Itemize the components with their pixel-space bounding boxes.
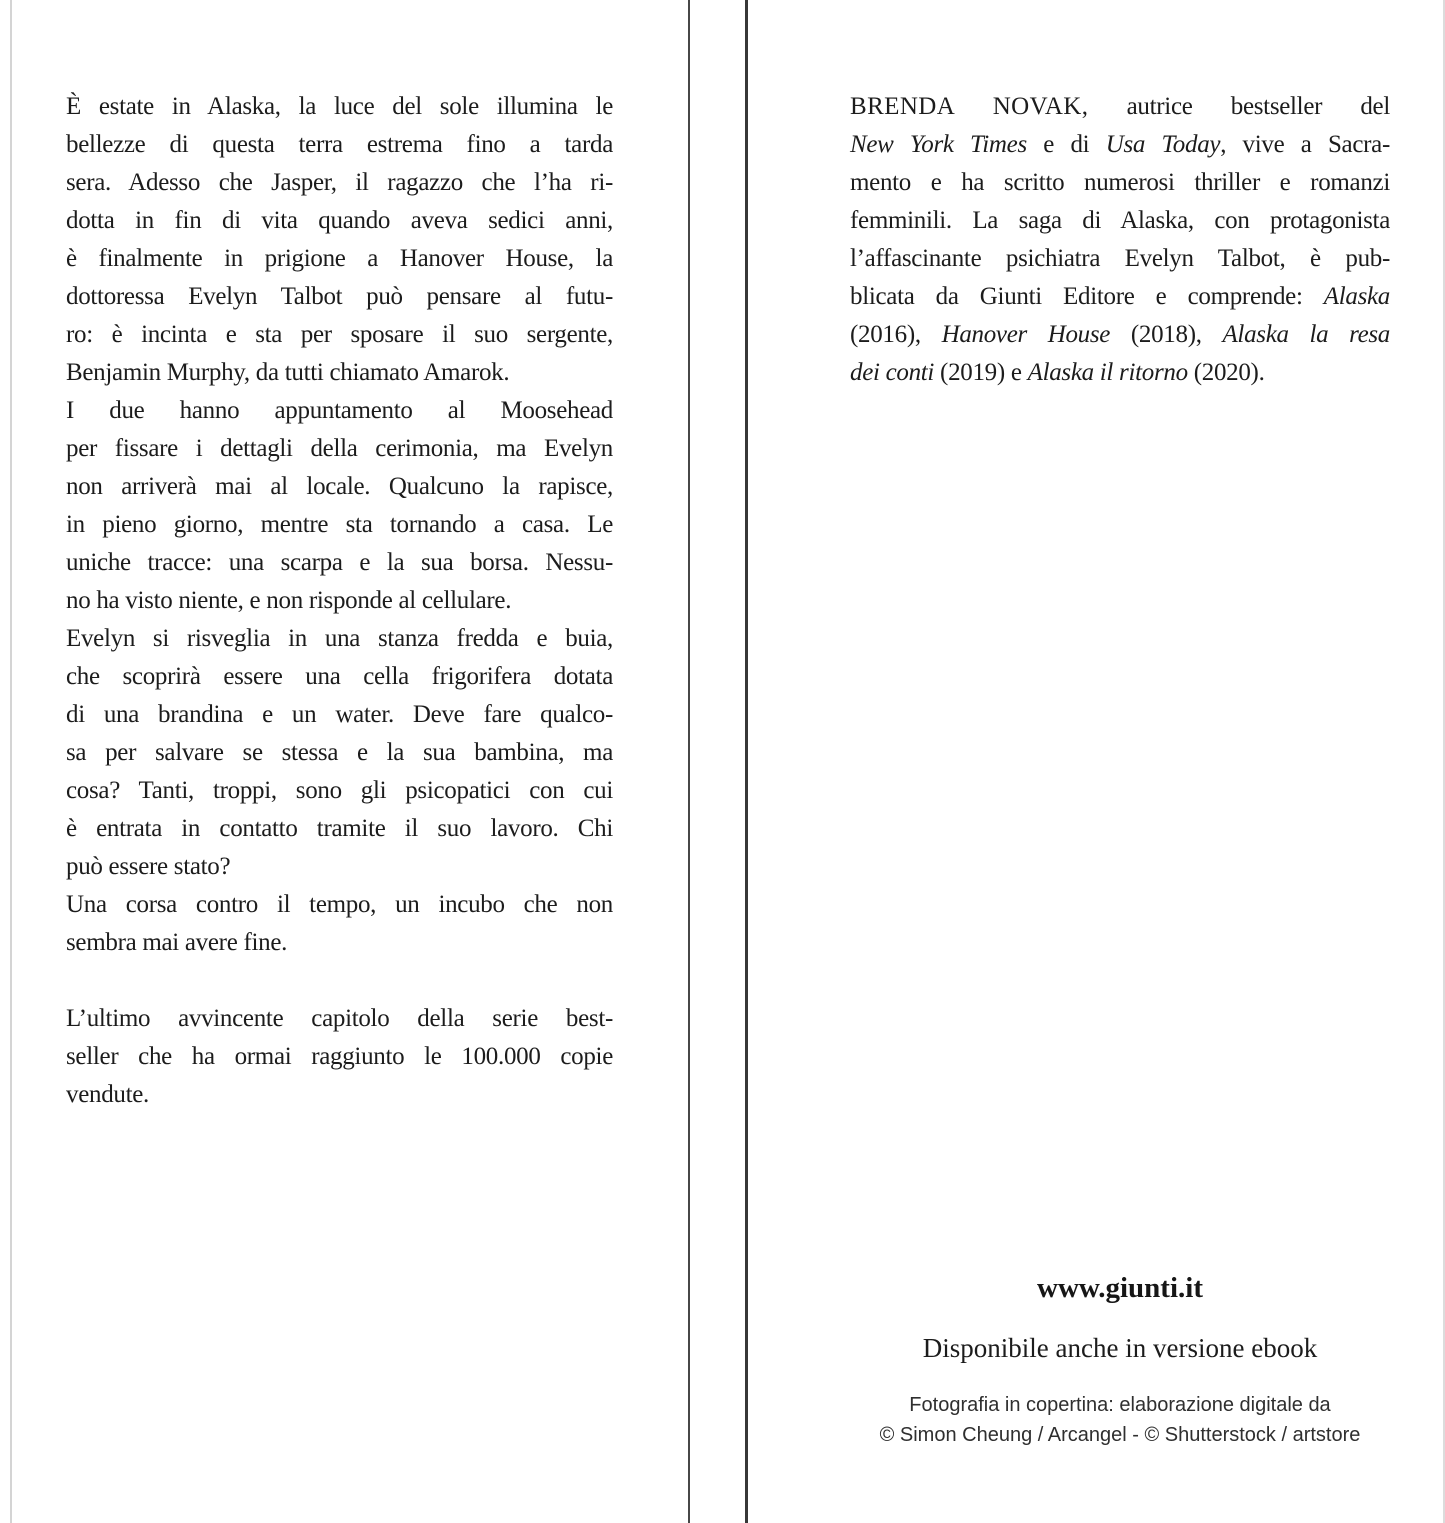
text-segment: Alaska la resa: [1222, 321, 1390, 348]
text-line: [66, 316, 613, 354]
text-segment: autrice bestseller del: [1088, 93, 1391, 120]
text-segment: in pieno giorno, mentre sta tornando a casa. Le: [66, 511, 613, 538]
text-segment: dei conti: [850, 359, 935, 386]
text-line: [66, 1076, 613, 1114]
text-line: [850, 88, 1390, 126]
text-segment: è finalmente in prigione a Hanover House, la: [66, 245, 613, 272]
text-segment: blicata da Giunti Editore e comprende:: [850, 283, 1324, 310]
text-line: [66, 620, 613, 658]
publisher-website: www.giunti.it: [1037, 1272, 1203, 1304]
text-line: [66, 1000, 613, 1038]
text-line: [66, 734, 613, 772]
text-line: [850, 240, 1390, 278]
text-line: [66, 278, 613, 316]
text-line: [850, 316, 1390, 354]
text-segment: (2019) e: [934, 359, 1028, 386]
text-segment: (2016),: [850, 321, 942, 348]
text-line: [66, 506, 613, 544]
ebook-availability-note: Disponibile anche in versione ebook: [922, 1333, 1318, 1363]
text-segment: È estate in Alaska, la luce del sole illumina le: [66, 93, 613, 120]
text-line: [66, 430, 613, 468]
synopsis-text: [66, 88, 613, 1114]
text-segment: cosa? Tanti, troppi, sono gli psicopatici con cui: [66, 777, 613, 804]
text-line: [66, 886, 613, 924]
text-line: [66, 88, 613, 126]
text-segment: sa per salvare se stessa e la sua bambina, ma: [66, 739, 613, 766]
text-segment: dotta in fin di vita quando aveva sedici anni,: [66, 207, 613, 234]
text-segment: Alaska il ritorno: [1027, 359, 1188, 386]
text-line: [66, 544, 613, 582]
text-line: [66, 848, 613, 886]
text-segment: di una brandina e un water. Deve fare qualco-: [66, 701, 613, 728]
text-line: [66, 240, 613, 278]
text-segment: uniche tracce: una scarpa e la sua borsa. Nessu-: [66, 549, 613, 576]
text-line: [850, 278, 1390, 316]
text-line: [850, 126, 1390, 164]
photo-credit-line-1: Fotografia in copertina: elaborazione digitale da: [909, 1394, 1331, 1416]
paragraph: [66, 88, 613, 392]
text-line: [66, 126, 613, 164]
text-line: [66, 658, 613, 696]
text-line: [66, 468, 613, 506]
fold-line-left-inner: [688, 0, 690, 1523]
text-line: [66, 202, 613, 240]
text-segment: femminili. La saga di Alaska, con protagonista: [850, 207, 1390, 234]
text-line: [66, 696, 613, 734]
text-line: [66, 772, 613, 810]
text-segment: Usa Today: [1105, 131, 1221, 158]
text-segment: l’affascinante psichiatra Evelyn Talbot, è pub-: [850, 245, 1390, 272]
text-segment: che scoprirà essere una cella frigorifera dotata: [66, 663, 613, 690]
text-segment: sera. Adesso che Jasper, il ragazzo che l’ha ri-: [66, 169, 613, 196]
paragraph: [66, 620, 613, 886]
text-line: [66, 354, 613, 392]
text-segment: Una corsa contro il tempo, un incubo che non: [66, 891, 613, 918]
text-segment: (2018),: [1110, 321, 1223, 348]
paragraph: [66, 886, 613, 962]
text-segment: ro: è incinta e sta per sposare il suo sergente,: [66, 321, 613, 348]
text-segment: no ha visto niente, e non risponde al cellulare.: [66, 587, 512, 614]
text-segment: (2020).: [1187, 359, 1265, 386]
text-line: [850, 202, 1390, 240]
author-name: BRENDA NOVAK,: [850, 93, 1089, 120]
text-line: [66, 582, 613, 620]
text-segment: seller che ha ormai raggiunto le 100.000 copie: [66, 1043, 613, 1070]
text-segment: e di: [1026, 131, 1106, 158]
text-segment: I due hanno appuntamento al Moosehead: [66, 397, 613, 424]
text-line: [66, 164, 613, 202]
paragraph: [850, 88, 1390, 392]
paragraph: [66, 1000, 613, 1114]
text-segment: non arriverà mai al locale. Qualcuno la rapisce,: [66, 473, 613, 500]
photo-credit-line-2: © Simon Cheung / Arcangel - © Shutterstock / artstore: [879, 1424, 1361, 1446]
text-line: [66, 810, 613, 848]
text-segment: dottoressa Evelyn Talbot può pensare al futu-: [66, 283, 613, 310]
text-segment: Alaska: [1323, 283, 1390, 310]
text-segment: New York Times: [850, 131, 1027, 158]
text-line: [850, 164, 1390, 202]
text-segment: , vive a Sacra-: [1220, 131, 1390, 158]
text-segment: Hanover House: [941, 321, 1111, 348]
text-segment: bellezze di questa terra estrema fino a tarda: [66, 131, 613, 158]
text-segment: Evelyn si risveglia in una stanza fredda e buia,: [66, 625, 613, 652]
text-line: [66, 392, 613, 430]
text-segment: L’ultimo avvincente capitolo della serie best-: [66, 1005, 613, 1032]
text-segment: mento e ha scritto numerosi thriller e romanzi: [850, 169, 1390, 196]
author-bio-text: [850, 88, 1390, 392]
text-line: [66, 924, 613, 962]
text-segment: è entrata in contatto tramite il suo lavoro. Chi: [66, 815, 613, 842]
paragraph: [66, 392, 613, 620]
text-segment: Benjamin Murphy, da tutti chiamato Amarok.: [66, 359, 510, 386]
text-line: [66, 1038, 613, 1076]
text-segment: vendute.: [66, 1081, 149, 1108]
text-segment: sembra mai avere fine.: [66, 929, 288, 956]
text-segment: per fissare i dettagli della cerimonia, ma Evelyn: [66, 435, 613, 462]
text-line: [850, 354, 1390, 392]
text-segment: può essere stato?: [66, 853, 231, 880]
